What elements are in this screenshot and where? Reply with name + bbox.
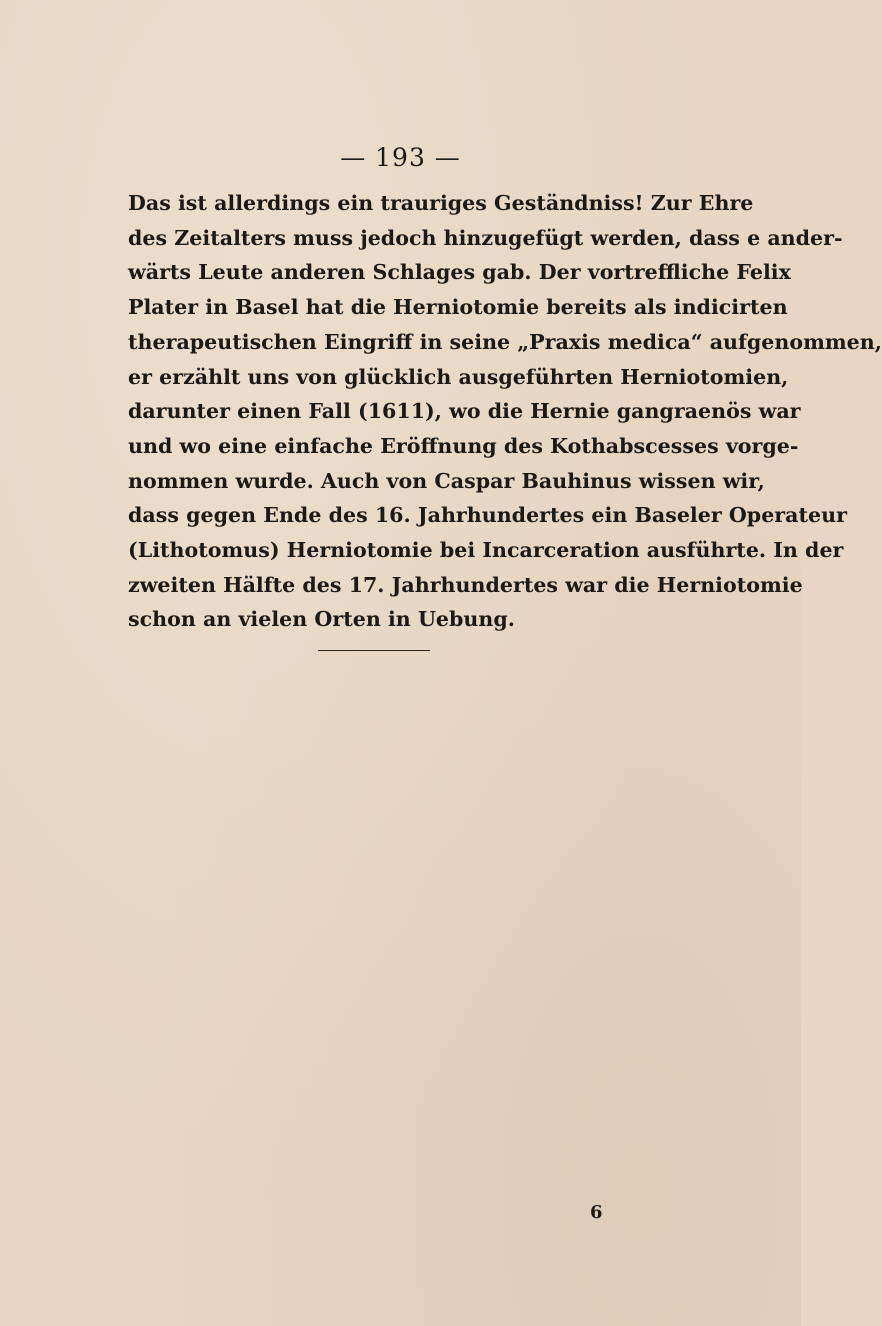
text-line: wärts Leute anderen Schlages gab. Der vortreffliche Felix [128,260,791,285]
text-line: (Lithotomus) Herniotomie bei Incarceration ausführte. In der [128,538,844,563]
text-line: er erzählt uns von glücklich ausgeführten Herniotomien, [128,364,789,389]
text-line: und wo eine einfache Eröffnung des Kothabscesses vorge- [128,433,799,458]
body-paragraph [128,186,882,637]
text-line: therapeutischen Eingriff in seine „Praxis medica“ aufgenommen, [128,329,882,354]
page-number: — 193 — [340,143,461,172]
text-line: darunter einen Fall (1611), wo die Hernie gangraenös war [128,399,801,424]
text-line: Plater in Basel hat die Herniotomie bereits als indicirten [128,295,788,320]
text-line: schon an vielen Orten in Uebung. [128,607,515,632]
text-line: dass gegen Ende des 16. Jahrhundertes ein Baseler Operateur [128,503,847,528]
text-line: Das ist allerdings ein trauriges Geständniss! Zur Ehre [128,191,754,215]
text-line: zweiten Hälfte des 17. Jahrhundertes war die Herniotomie [128,572,803,597]
text-line: nommen wurde. Auch von Caspar Bauhinus wissen wir, [128,468,765,493]
text-line: des Zeitalters muss jedoch hinzugefügt werden, dass e ander- [128,225,843,250]
signature-mark: 6 [590,1202,603,1223]
section-divider [318,650,430,651]
